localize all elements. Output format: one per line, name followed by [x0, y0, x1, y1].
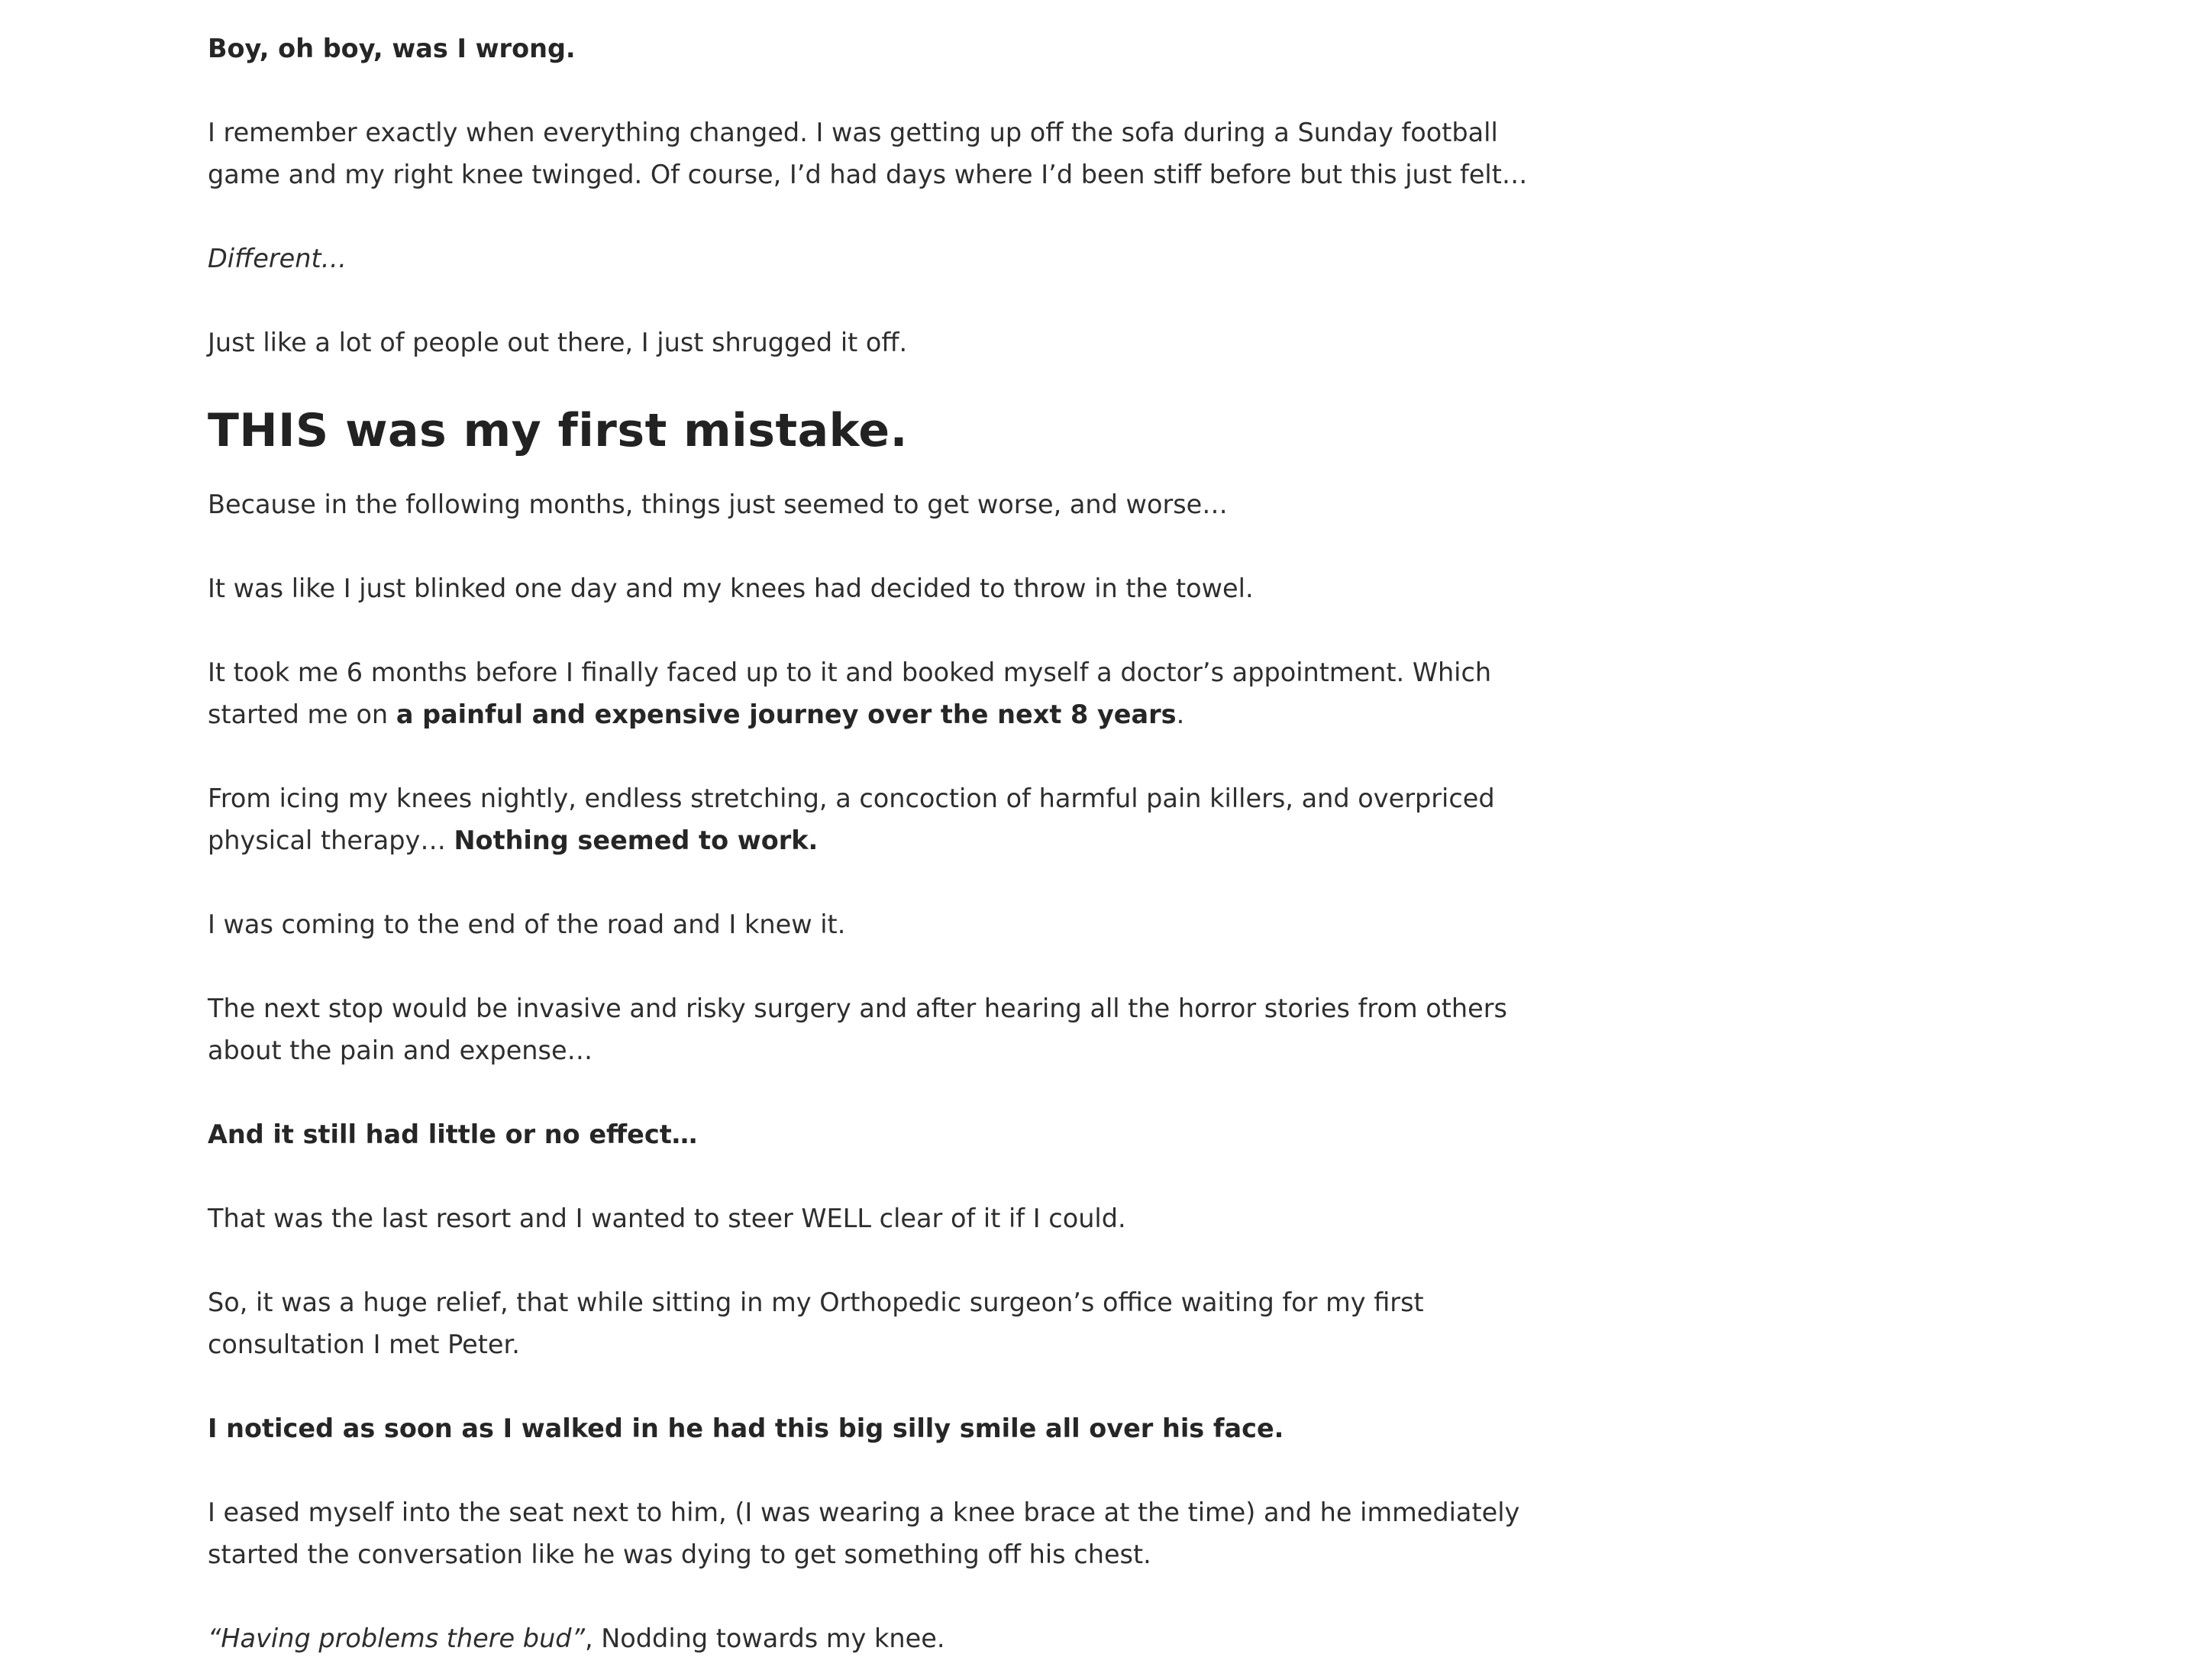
paragraph-shrugged-off: Just like a lot of people out there, I just shrugged it off.: [208, 328, 908, 357]
paragraph-doctor-appointment: [208, 651, 1567, 735]
paragraph-met-peter: So, it was a huge relief, that while sitting in my Orthopedic surgeon’s office waiting for my first consultation I met Peter.: [208, 1287, 1424, 1359]
paragraph-doctor-text: It took me 6 months before I finally faced up to it and booked myself a doctor’s appointment. Which started me on: [208, 657, 1492, 729]
nothing-worked-emphasis: Nothing seemed to work.: [454, 825, 819, 855]
paragraph-worse: Because in the following months, things just seemed to get worse, and worse…: [208, 489, 1228, 519]
paragraph-quote: [208, 1617, 1567, 1659]
paragraph-knee-brace: I eased myself into the seat next to him, (I was wearing a knee brace at the time) and he immediately started the conversation like he was dying to get something off his chest.: [208, 1497, 1520, 1569]
paragraph-last-resort: That was the last resort and I wanted to steer WELL clear of it if I could.: [208, 1203, 1126, 1233]
paragraph-treatments-text: From icing my knees nightly, endless stretching, a concoction of harmful pain killers, and overpriced physical therapy…: [208, 783, 1495, 855]
quote-text: “Having problems there bud”: [208, 1623, 585, 1653]
painful-journey-emphasis: a painful and expensive journey over the next 8 years: [396, 699, 1177, 729]
paragraph-towel: It was like I just blinked one day and my knees had decided to throw in the towel.: [208, 573, 1254, 603]
quote-followup: , Nodding towards my knee.: [584, 1623, 945, 1653]
section-heading: THIS was my first mistake.: [208, 404, 908, 457]
paragraph-surgery: The next stop would be invasive and risky surgery and after hearing all the horror stories from others about the pain and expense…: [208, 993, 1507, 1065]
paragraph-silly-smile: I noticed as soon as I walked in he had this big silly smile all over his face.: [208, 1413, 1284, 1443]
paragraph-little-effect: And it still had little or no effect…: [208, 1119, 698, 1149]
paragraph-end-of-road: I was coming to the end of the road and I knew it.: [208, 909, 846, 939]
paragraph-knee-twinge: I remember exactly when everything changed. I was getting up off the sofa during a Sunday football game and my right knee twinged. Of course, I’d had days where I’d been stiff before but this just felt…: [208, 118, 1528, 189]
paragraph-treatments: [208, 777, 1567, 861]
paragraph-doctor-end: .: [1176, 699, 1185, 729]
paragraph-intro-bold: Boy, oh boy, was I wrong.: [208, 34, 576, 63]
paragraph-different: Different…: [208, 244, 347, 273]
